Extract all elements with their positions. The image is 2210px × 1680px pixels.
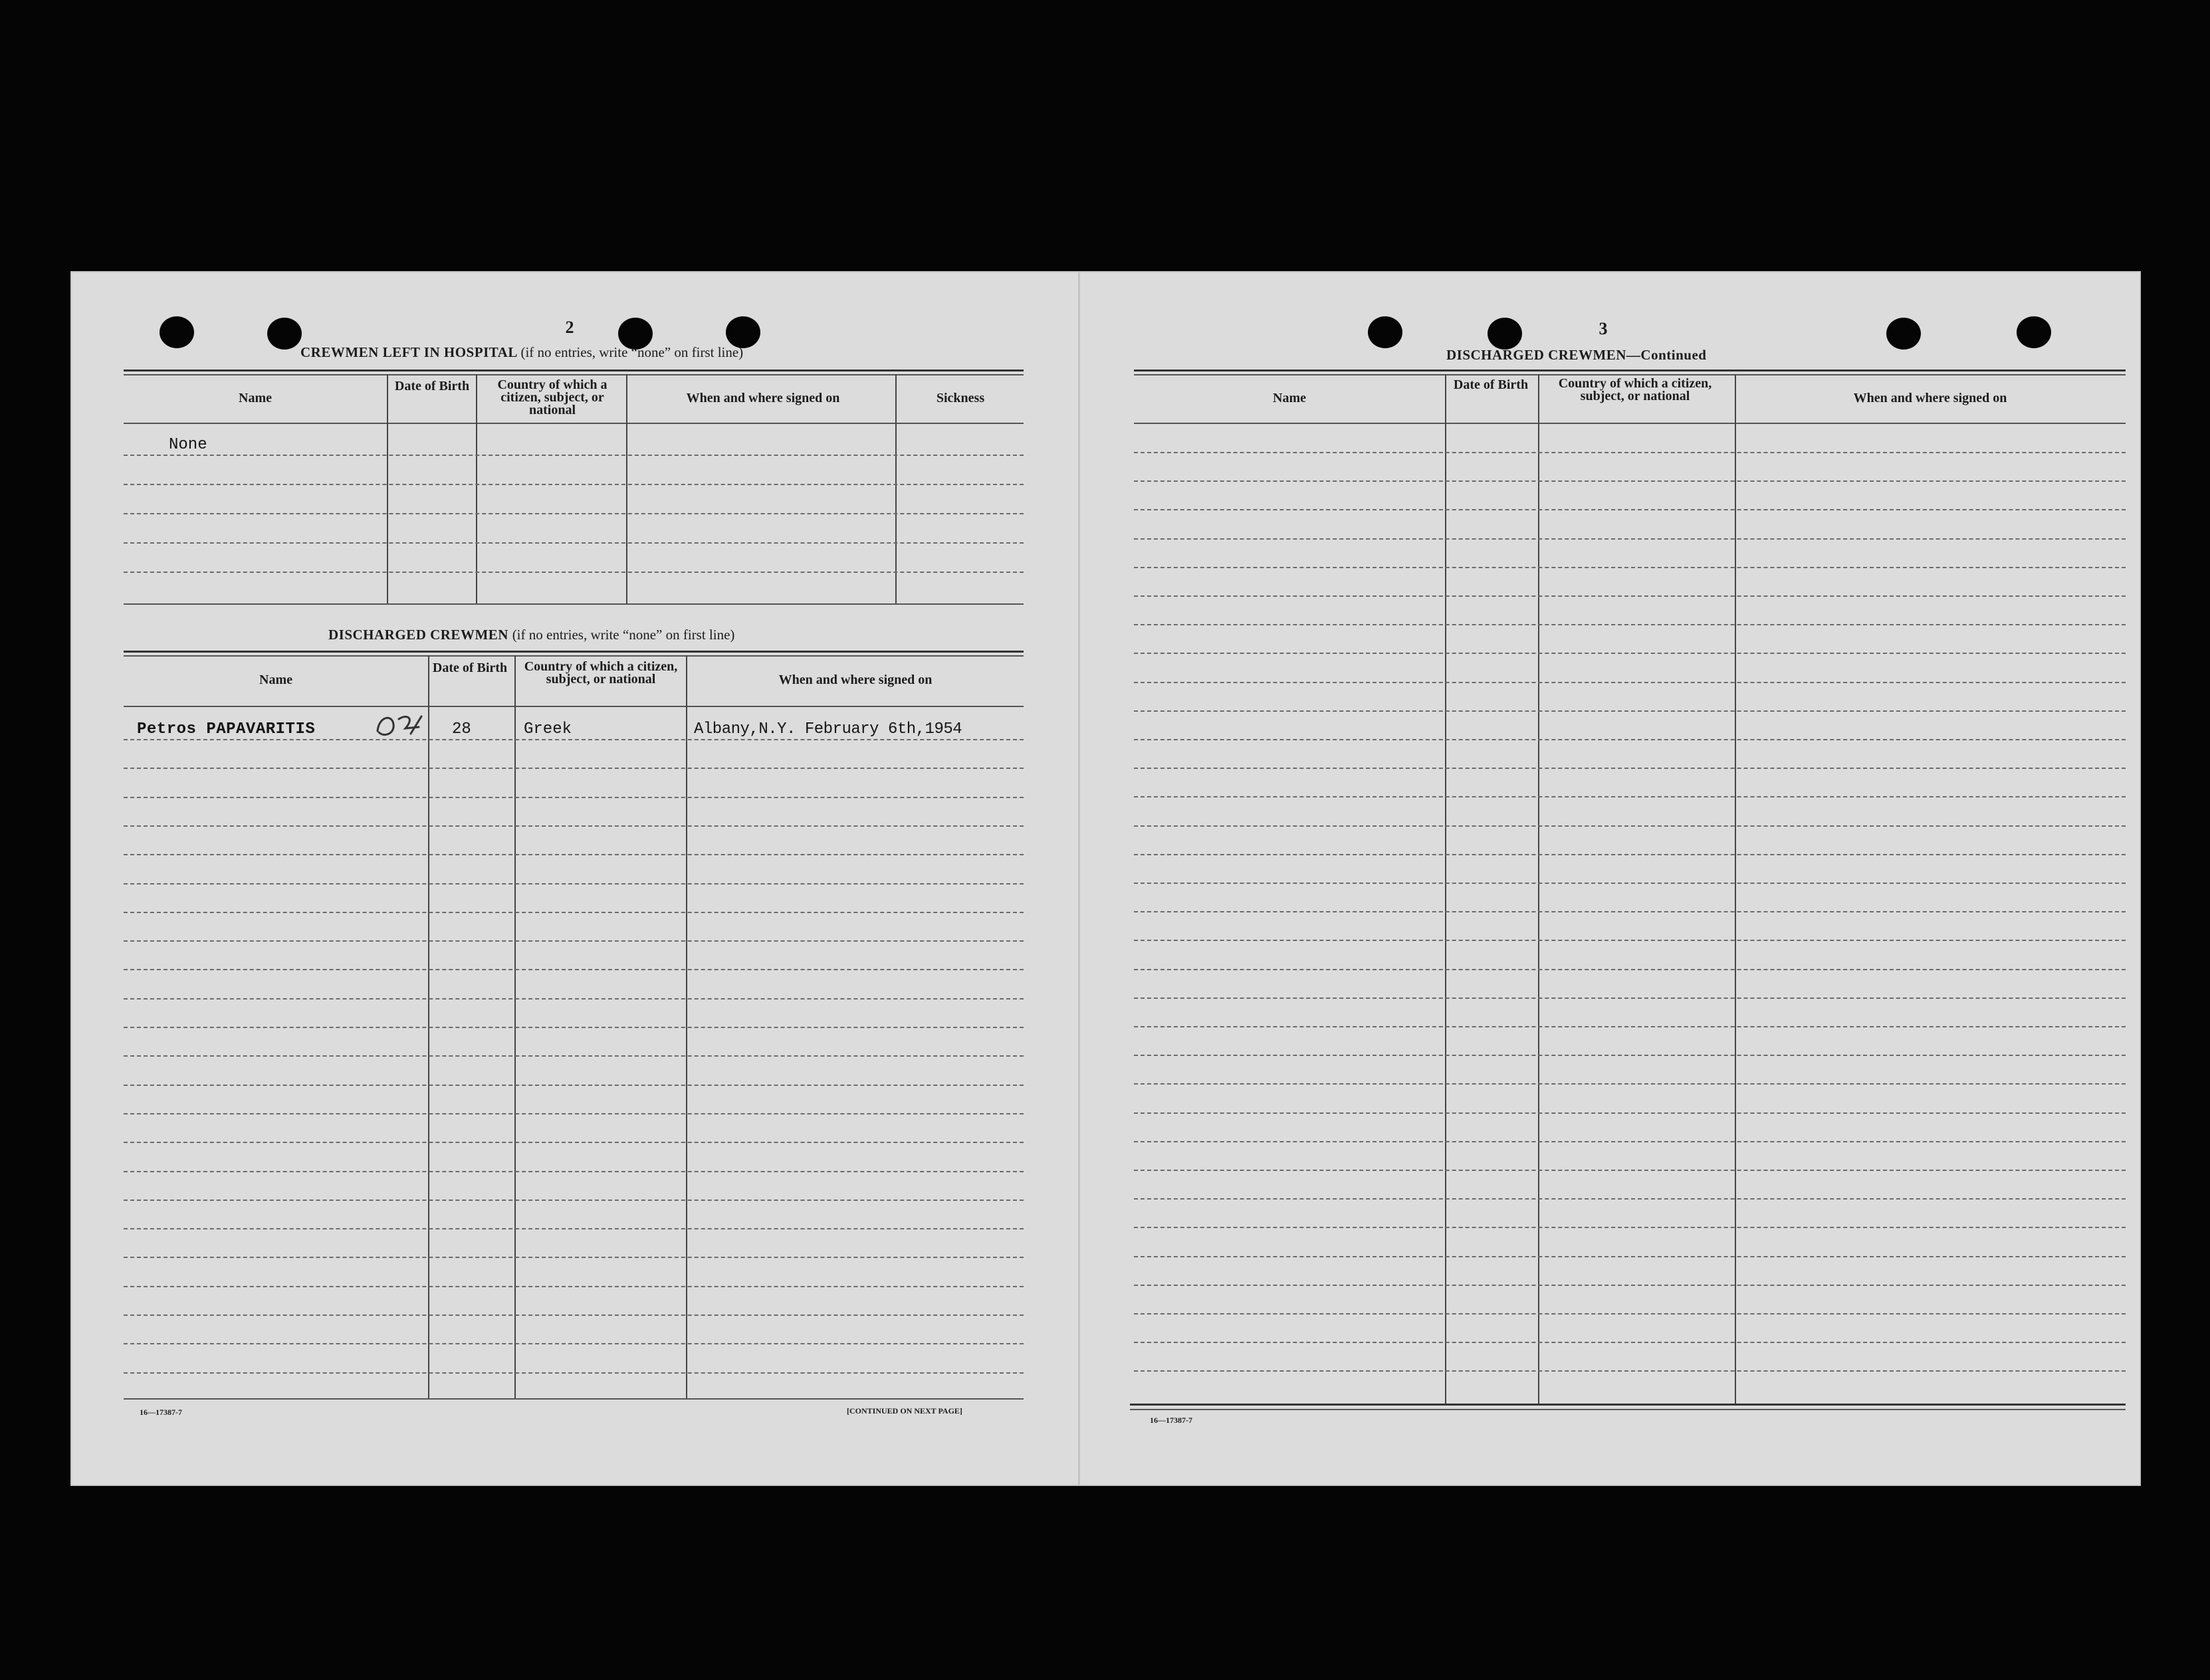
crewman-dob-cell: 28 (452, 720, 471, 738)
row-rule (124, 542, 1024, 544)
column-header-name: Name (239, 391, 272, 405)
row-rule (1134, 1342, 2126, 1343)
row-rule (124, 1055, 1024, 1057)
row-rule (124, 940, 1024, 942)
table-rule (1134, 423, 2126, 424)
row-rule (1134, 1026, 2126, 1027)
row-rule (1134, 1285, 2126, 1286)
table-rule (124, 1398, 1024, 1400)
row-rule (1134, 1256, 2126, 1257)
row-rule (1134, 624, 2126, 625)
row-rule (1134, 452, 2126, 453)
page-number: 3 (1599, 319, 1608, 338)
row-rule (1134, 1370, 2126, 1372)
row-rule (1134, 509, 2126, 510)
row-rule (124, 768, 1024, 769)
row-rule (1134, 825, 2126, 827)
table-rule (124, 706, 1024, 707)
row-rule (124, 1142, 1024, 1143)
punch-hole (2017, 316, 2051, 348)
row-rule (124, 572, 1024, 573)
punch-hole (1488, 318, 1522, 350)
row-rule (1134, 595, 2126, 597)
page-fold (1078, 271, 1080, 1486)
row-rule (1134, 480, 2126, 482)
column-header-country: Country of which a citizen, subject, or national (524, 659, 678, 686)
table-rule (124, 603, 1024, 605)
row-rule (1134, 567, 2126, 568)
handwritten-mark (372, 704, 425, 744)
column-header-when-where: When and where signed on (1853, 391, 2007, 405)
row-rule (1134, 1055, 2126, 1056)
punch-hole (1368, 316, 1402, 348)
row-rule (124, 1200, 1024, 1201)
row-rule (124, 1257, 1024, 1258)
row-rule (124, 1372, 1024, 1374)
row-rule (124, 1343, 1024, 1344)
column-header-name: Name (259, 673, 292, 687)
row-rule (124, 797, 1024, 798)
row-rule (124, 1171, 1024, 1172)
row-rule (1134, 1313, 2126, 1314)
punch-hole (160, 316, 194, 348)
row-rule (124, 912, 1024, 913)
row-rule (124, 455, 1024, 456)
row-rule (1134, 940, 2126, 941)
column-header-dob: Date of Birth (394, 379, 470, 393)
column-divider (1445, 374, 1446, 1404)
document-sheet (70, 271, 2141, 1486)
table-rule (124, 423, 1024, 424)
table-rule (124, 369, 1024, 371)
column-divider (1538, 374, 1539, 1404)
table-rule (1130, 1409, 2126, 1410)
row-rule (124, 1286, 1024, 1287)
column-header-dob: Date of Birth (432, 661, 508, 675)
row-rule (124, 969, 1024, 970)
column-header-country: Country of which a citizen, subject, or national (497, 377, 608, 417)
row-rule (1134, 854, 2126, 855)
crewman-country-cell: Greek (524, 720, 572, 738)
table-rule (1134, 369, 2126, 371)
row-rule (124, 1085, 1024, 1086)
discharged-section-title: DISCHARGED CREWMEN (if no entries, write “none” on first line) (328, 627, 735, 643)
table-row (169, 436, 207, 454)
row-rule (1134, 739, 2126, 740)
row-rule (1134, 538, 2126, 540)
page-number: 2 (565, 318, 574, 337)
column-divider (387, 374, 388, 603)
row-rule (124, 883, 1024, 885)
form-number: 16—17387-7 (140, 1408, 182, 1417)
column-header-name: Name (1273, 391, 1306, 405)
crewman-signed-on-cell: Albany,N.Y. February 6th,1954 (694, 720, 962, 738)
punch-hole (267, 318, 302, 350)
column-header-dob: Date of Birth (1453, 377, 1529, 392)
punch-hole (1886, 318, 1921, 350)
column-header-country: Country of which a citizen, subject, or national (1558, 376, 1712, 403)
table-rule (1134, 374, 2126, 375)
row-rule (1134, 1198, 2126, 1200)
row-rule (124, 854, 1024, 855)
row-rule (124, 513, 1024, 514)
punch-hole (726, 316, 760, 348)
table-rule (124, 651, 1024, 653)
row-rule (124, 825, 1024, 827)
row-rule (124, 1027, 1024, 1028)
row-rule (124, 998, 1024, 999)
crewman-name-cell: Petros PAPAVARITIS (137, 720, 316, 738)
row-rule (124, 484, 1024, 485)
row-rule (124, 1314, 1024, 1316)
row-rule (1134, 998, 2126, 999)
continued-note: [CONTINUED ON NEXT PAGE] (847, 1406, 962, 1416)
column-header-when-where: When and where signed on (778, 673, 933, 687)
row-rule (1134, 1083, 2126, 1085)
table-rule (124, 374, 1024, 375)
discharged-continued-title: DISCHARGED CREWMEN—Continued (1446, 347, 1707, 363)
table-rule (124, 655, 1024, 657)
column-divider (626, 374, 627, 603)
column-divider (895, 374, 897, 603)
table-rule (1130, 1404, 2126, 1406)
hospital-name-cell: None (169, 436, 207, 454)
column-divider (1735, 374, 1736, 1404)
column-header-sickness: Sickness (936, 391, 985, 405)
column-header-when-where: When and where signed on (686, 391, 840, 405)
row-rule (1134, 911, 2126, 912)
row-rule (1134, 710, 2126, 712)
row-rule (1134, 1112, 2126, 1114)
hospital-section-title: CREWMEN LEFT IN HOSPITAL (if no entries, write “none” on first line) (300, 344, 744, 360)
row-rule (1134, 1170, 2126, 1171)
column-divider (476, 374, 477, 603)
row-rule (1134, 969, 2126, 970)
row-rule (124, 739, 1024, 740)
row-rule (1134, 1141, 2126, 1142)
row-rule (1134, 653, 2126, 654)
row-rule (124, 1113, 1024, 1114)
row-rule (1134, 1227, 2126, 1228)
form-number: 16—17387-7 (1150, 1416, 1192, 1425)
row-rule (1134, 768, 2126, 769)
row-rule (1134, 883, 2126, 884)
row-rule (124, 1228, 1024, 1229)
row-rule (1134, 796, 2126, 797)
row-rule (1134, 682, 2126, 683)
